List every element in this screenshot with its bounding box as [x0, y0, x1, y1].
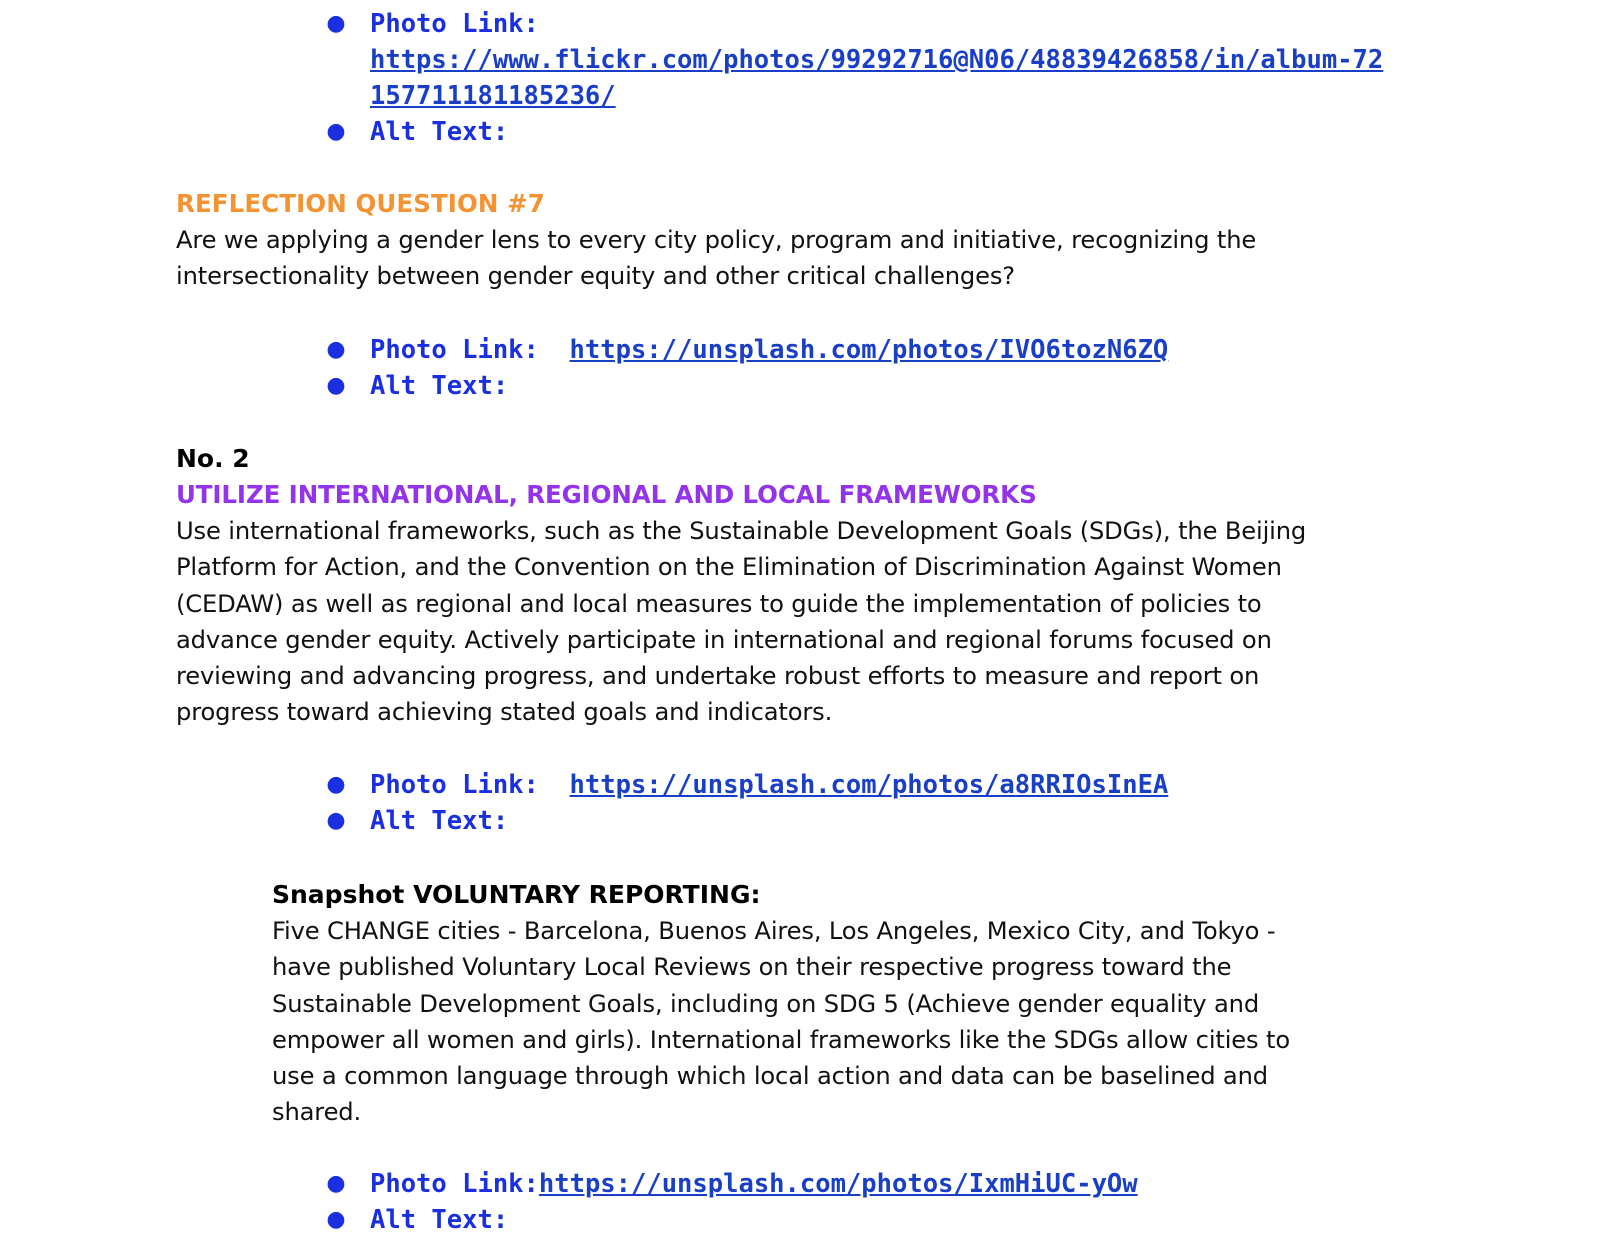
section-body-line: (CEDAW) as well as regional and local measures to guide the implementation of policies to: [176, 589, 1262, 618]
section-body-line: advance gender equity. Actively participate in international and regional forums focused on: [176, 625, 1272, 654]
list-item-alt-text: [324, 368, 1444, 404]
list-item-alt-text: [324, 803, 1444, 839]
unsplash-photo-link[interactable]: https://unsplash.com/photos/IxmHiUC-yOw: [538, 1169, 1138, 1199]
section-title: UTILIZE INTERNATIONAL, REGIONAL AND LOCAL FRAMEWORKS: [176, 480, 1037, 509]
photo-link-label: Photo Link:: [370, 770, 539, 800]
bullet-icon: ●: [326, 1207, 346, 1232]
alt-text-label: Alt Text:: [370, 117, 509, 147]
snapshot-photo-list: [324, 1166, 1444, 1238]
unsplash-photo-link[interactable]: https://unsplash.com/photos/IVO6tozN6ZQ: [569, 335, 1169, 365]
bullet-icon: ●: [326, 373, 346, 398]
unsplash-photo-link[interactable]: https://unsplash.com/photos/a8RRIOsInEA: [569, 770, 1169, 800]
reflection-question-title: REFLECTION QUESTION #7: [176, 189, 545, 218]
snapshot-body: [272, 913, 1472, 1131]
section-body-line: Platform for Action, and the Convention on the Elimination of Discrimination Against Women: [176, 553, 1282, 582]
snapshot-body-line: shared.: [272, 1098, 362, 1127]
snapshot-body-line: have published Voluntary Local Reviews on their respective progress toward the: [272, 953, 1232, 982]
flickr-photo-link-line1[interactable]: https://www.flickr.com/photos/99292716@N06/48839426858/in/album-72: [370, 45, 1384, 75]
alt-text-label: Alt Text:: [370, 1205, 509, 1235]
list-item-photo-link: [324, 332, 1444, 368]
top-photo-list: [324, 6, 1444, 150]
bullet-icon: ●: [326, 119, 346, 144]
section-number: No. 2: [176, 444, 250, 473]
list-item-photo-link: [324, 6, 1444, 114]
section-photo-list: [324, 767, 1444, 839]
bullet-icon: ●: [326, 772, 346, 797]
section-body-line: progress toward achieving stated goals and indicators.: [176, 698, 833, 727]
section-body: [176, 513, 1476, 731]
reflection-body-line: Are we applying a gender lens to every city policy, program and initiative, recognizing the: [176, 226, 1257, 254]
list-item-alt-text: [324, 114, 1444, 150]
photo-link-label: Photo Link:: [370, 1169, 539, 1199]
flickr-photo-link-line2[interactable]: 157711181185236/: [370, 81, 616, 111]
list-item-photo-link: [324, 767, 1444, 803]
alt-text-label: Alt Text:: [370, 371, 509, 401]
bullet-icon: ●: [326, 11, 346, 36]
reflection-photo-list: [324, 332, 1444, 404]
snapshot-body-line: empower all women and girls). International frameworks like the SDGs allow cities to: [272, 1025, 1290, 1054]
section-body-line: reviewing and advancing progress, and undertake robust efforts to measure and report on: [176, 662, 1260, 691]
bullet-icon: ●: [326, 1171, 346, 1196]
snapshot-title: Snapshot VOLUNTARY REPORTING:: [272, 880, 761, 909]
reflection-body-line: intersectionality between gender equity and other critical challenges?: [176, 262, 1015, 291]
bullet-icon: ●: [326, 337, 346, 362]
list-item-alt-text: [324, 1202, 1444, 1238]
snapshot-body-line: Sustainable Development Goals, including on SDG 5 (Achieve gender equality and: [272, 989, 1260, 1018]
snapshot-body-line: Five CHANGE cities - Barcelona, Buenos Aires, Los Angeles, Mexico City, and Tokyo -: [272, 917, 1276, 945]
section-body-line: Use international frameworks, such as the Sustainable Development Goals (SDGs), the Beijing: [176, 517, 1307, 545]
list-item-photo-link: [324, 1166, 1444, 1202]
bullet-icon: ●: [326, 808, 346, 833]
photo-link-label: Photo Link:: [370, 9, 539, 39]
alt-text-label: Alt Text:: [370, 806, 509, 836]
snapshot-body-line: use a common language through which local action and data can be baselined and: [272, 1062, 1268, 1091]
photo-link-label: Photo Link:: [370, 335, 539, 365]
reflection-question-body: [176, 222, 1476, 295]
